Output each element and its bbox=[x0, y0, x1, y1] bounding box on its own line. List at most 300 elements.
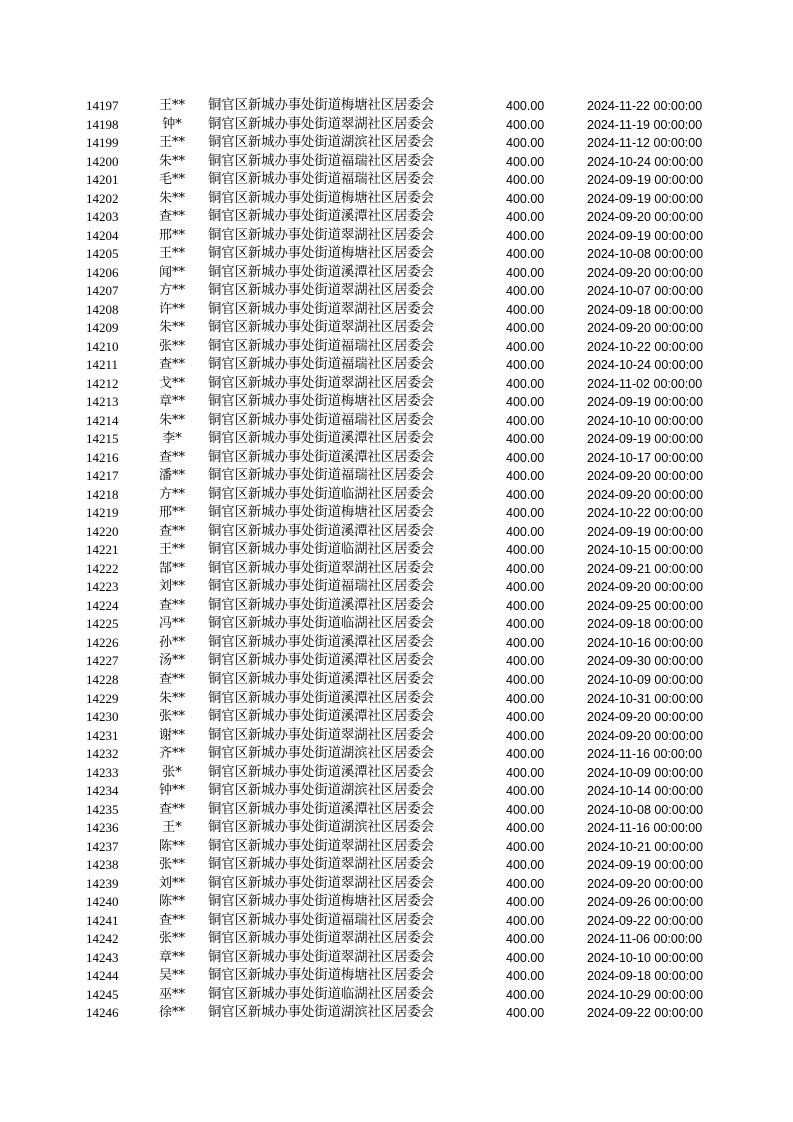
issue-date: 2024-11-16 00:00:00 bbox=[587, 821, 703, 836]
amount: 400.00 bbox=[506, 950, 545, 965]
amount: 400.00 bbox=[506, 432, 545, 447]
amount: 400.00 bbox=[506, 413, 545, 428]
person-name: 方** bbox=[158, 486, 185, 502]
issue-date: 2024-10-08 00:00:00 bbox=[587, 247, 704, 262]
amount: 400.00 bbox=[506, 247, 545, 262]
table-row bbox=[0, 782, 793, 801]
table-row bbox=[0, 356, 793, 375]
amount: 400.00 bbox=[506, 543, 545, 558]
person-name: 张** bbox=[158, 338, 185, 354]
community-committee: 铜官区新城办事处街道梅塘社区居委会 bbox=[208, 98, 434, 113]
table-row bbox=[0, 652, 793, 671]
table-row bbox=[0, 190, 793, 209]
table-row bbox=[0, 264, 793, 283]
person-name: 查** bbox=[158, 523, 185, 539]
table-row bbox=[0, 578, 793, 597]
issue-date: 2024-09-30 00:00:00 bbox=[587, 654, 704, 669]
person-name: 齐** bbox=[158, 746, 185, 762]
person-name: 闻** bbox=[158, 264, 185, 280]
community-committee: 铜官区新城办事处街道福瑞社区居委会 bbox=[208, 579, 434, 595]
row-id: 14233 bbox=[86, 764, 119, 780]
table-row bbox=[0, 690, 793, 709]
table-row bbox=[0, 986, 793, 1005]
amount: 400.00 bbox=[506, 154, 545, 169]
row-id: 14213 bbox=[86, 394, 119, 410]
issue-date: 2024-10-22 00:00:00 bbox=[587, 339, 704, 354]
issue-date: 2024-10-22 00:00:00 bbox=[587, 506, 704, 521]
amount: 400.00 bbox=[506, 858, 545, 873]
person-name: 朱** bbox=[158, 153, 185, 169]
amount: 400.00 bbox=[506, 580, 545, 595]
community-committee: 铜官区新城办事处街道临湖社区居委会 bbox=[208, 986, 434, 1002]
community-committee: 铜官区新城办事处街道溪潭社区居委会 bbox=[208, 671, 434, 687]
person-name: 朱** bbox=[158, 190, 185, 206]
issue-date: 2024-10-10 00:00:00 bbox=[587, 950, 704, 965]
issue-date: 2024-09-20 00:00:00 bbox=[587, 321, 704, 336]
amount: 400.00 bbox=[506, 765, 545, 780]
table-row bbox=[0, 486, 793, 505]
community-committee: 铜官区新城办事处街道翠湖社区居委会 bbox=[208, 838, 434, 854]
table-row bbox=[0, 430, 793, 449]
community-committee: 铜官区新城办事处街道溪潭社区居委会 bbox=[208, 264, 434, 280]
community-committee: 铜官区新城办事处街道翠湖社区居委会 bbox=[208, 727, 434, 743]
issue-date: 2024-09-19 00:00:00 bbox=[587, 858, 704, 873]
row-id: 14203 bbox=[86, 209, 119, 225]
community-committee: 铜官区新城办事处街道临湖社区居委会 bbox=[208, 616, 434, 632]
row-id: 14242 bbox=[86, 931, 119, 947]
table-row bbox=[0, 597, 793, 616]
issue-date: 2024-09-20 00:00:00 bbox=[587, 580, 704, 595]
person-name: 刘** bbox=[158, 875, 185, 891]
person-name: 邢** bbox=[158, 227, 185, 243]
table-row bbox=[0, 856, 793, 875]
issue-date: 2024-09-20 00:00:00 bbox=[587, 487, 704, 502]
issue-date: 2024-11-16 00:00:00 bbox=[587, 747, 703, 762]
row-id: 14220 bbox=[86, 523, 119, 539]
community-committee: 铜官区新城办事处街道翠湖社区居委会 bbox=[208, 227, 434, 243]
issue-date: 2024-11-06 00:00:00 bbox=[587, 932, 703, 947]
row-id: 14207 bbox=[86, 283, 119, 299]
person-name: 朱** bbox=[158, 320, 185, 336]
row-id: 14222 bbox=[86, 560, 119, 576]
amount: 400.00 bbox=[506, 265, 545, 280]
amount: 400.00 bbox=[506, 524, 545, 539]
table-row bbox=[0, 930, 793, 949]
table-row bbox=[0, 319, 793, 338]
amount: 400.00 bbox=[506, 598, 545, 613]
issue-date: 2024-09-20 00:00:00 bbox=[587, 710, 704, 725]
person-name: 钟** bbox=[158, 783, 185, 799]
table-row bbox=[0, 282, 793, 301]
amount: 400.00 bbox=[506, 395, 545, 410]
community-committee: 铜官区新城办事处街道湖滨社区居委会 bbox=[208, 135, 434, 151]
table-row bbox=[0, 912, 793, 931]
table-row bbox=[0, 615, 793, 634]
table-row bbox=[0, 227, 793, 246]
amount: 400.00 bbox=[506, 672, 545, 687]
person-name: 潘** bbox=[158, 468, 185, 484]
person-name: 张** bbox=[158, 857, 185, 873]
person-name: 朱** bbox=[158, 690, 185, 706]
amount: 400.00 bbox=[506, 469, 545, 484]
community-committee: 铜官区新城办事处街道翠湖社区居委会 bbox=[208, 949, 434, 965]
table-row bbox=[0, 560, 793, 579]
person-name: 查** bbox=[158, 357, 185, 373]
amount: 400.00 bbox=[506, 895, 545, 910]
row-id: 14236 bbox=[86, 820, 119, 836]
person-name: 王** bbox=[158, 135, 185, 151]
row-id: 14244 bbox=[86, 968, 119, 984]
person-name: 查** bbox=[158, 801, 185, 817]
issue-date: 2024-09-19 00:00:00 bbox=[587, 228, 704, 243]
row-id: 14216 bbox=[86, 449, 119, 465]
row-id: 14228 bbox=[86, 671, 119, 687]
issue-date: 2024-10-29 00:00:00 bbox=[587, 987, 704, 1002]
issue-date: 2024-09-25 00:00:00 bbox=[587, 598, 704, 613]
issue-date: 2024-09-19 00:00:00 bbox=[587, 524, 704, 539]
person-name: 王* bbox=[162, 820, 182, 836]
person-name: 王** bbox=[158, 246, 185, 262]
community-committee: 铜官区新城办事处街道溪潭社区居委会 bbox=[208, 597, 434, 613]
row-id: 14230 bbox=[86, 709, 119, 725]
amount: 400.00 bbox=[506, 913, 545, 928]
row-id: 14200 bbox=[86, 153, 119, 169]
community-committee: 铜官区新城办事处街道梅塘社区居委会 bbox=[208, 894, 434, 910]
row-id: 14235 bbox=[86, 801, 119, 817]
issue-date: 2024-10-21 00:00:00 bbox=[587, 839, 704, 854]
issue-date: 2024-10-15 00:00:00 bbox=[587, 543, 704, 558]
amount: 400.00 bbox=[506, 932, 545, 947]
person-name: 查** bbox=[158, 912, 185, 928]
table-row bbox=[0, 541, 793, 560]
issue-date: 2024-10-14 00:00:00 bbox=[587, 784, 704, 799]
row-id: 14237 bbox=[86, 838, 119, 854]
amount: 400.00 bbox=[506, 987, 545, 1002]
person-name: 冯** bbox=[158, 616, 185, 632]
table-row bbox=[0, 671, 793, 690]
community-committee: 铜官区新城办事处街道福瑞社区居委会 bbox=[208, 468, 434, 484]
row-id: 14224 bbox=[86, 597, 119, 613]
row-id: 14229 bbox=[86, 690, 119, 706]
person-name: 朱** bbox=[158, 412, 185, 428]
amount: 400.00 bbox=[506, 136, 545, 151]
row-id: 14239 bbox=[86, 875, 119, 891]
table-row bbox=[0, 393, 793, 412]
table-row bbox=[0, 245, 793, 264]
person-name: 许** bbox=[158, 301, 185, 317]
table-row bbox=[0, 727, 793, 746]
row-id: 14240 bbox=[86, 894, 119, 910]
community-committee: 铜官区新城办事处街道溪潭社区居委会 bbox=[208, 653, 434, 669]
row-id: 14202 bbox=[86, 190, 119, 206]
person-name: 张** bbox=[158, 709, 185, 725]
community-committee: 铜官区新城办事处街道梅塘社区居委会 bbox=[208, 394, 434, 410]
community-committee: 铜官区新城办事处街道福瑞社区居委会 bbox=[208, 912, 434, 928]
community-committee: 铜官区新城办事处街道溪潭社区居委会 bbox=[208, 209, 434, 225]
person-name: 邢** bbox=[158, 505, 185, 521]
person-name: 孙** bbox=[158, 634, 185, 650]
table-row bbox=[0, 838, 793, 857]
person-name: 钟* bbox=[162, 116, 182, 132]
table-row bbox=[0, 116, 793, 135]
community-committee: 铜官区新城办事处街道湖滨社区居委会 bbox=[208, 820, 434, 836]
issue-date: 2024-11-19 00:00:00 bbox=[587, 117, 703, 132]
amount: 400.00 bbox=[506, 839, 545, 854]
person-name: 方** bbox=[158, 283, 185, 299]
issue-date: 2024-09-20 00:00:00 bbox=[587, 728, 704, 743]
amount: 400.00 bbox=[506, 487, 545, 502]
amount: 400.00 bbox=[506, 802, 545, 817]
issue-date: 2024-10-17 00:00:00 bbox=[587, 450, 704, 465]
community-committee: 铜官区新城办事处街道翠湖社区居委会 bbox=[208, 875, 434, 891]
issue-date: 2024-09-18 00:00:00 bbox=[587, 969, 704, 984]
table-row bbox=[0, 801, 793, 820]
row-id: 14232 bbox=[86, 746, 119, 762]
community-committee: 铜官区新城办事处街道溪潭社区居委会 bbox=[208, 764, 434, 780]
row-id: 14206 bbox=[86, 264, 119, 280]
person-name: 吴** bbox=[158, 968, 185, 984]
community-committee: 铜官区新城办事处街道福瑞社区居委会 bbox=[208, 172, 434, 188]
person-name: 戈** bbox=[158, 375, 185, 391]
person-name: 张** bbox=[158, 931, 185, 947]
issue-date: 2024-10-24 00:00:00 bbox=[587, 358, 704, 373]
issue-date: 2024-09-19 00:00:00 bbox=[587, 395, 704, 410]
community-committee: 铜官区新城办事处街道溪潭社区居委会 bbox=[208, 449, 434, 465]
table-row bbox=[0, 523, 793, 542]
person-name: 章** bbox=[158, 949, 185, 965]
issue-date: 2024-11-22 00:00:00 bbox=[587, 99, 703, 113]
table-row bbox=[0, 949, 793, 968]
issue-date: 2024-09-21 00:00:00 bbox=[587, 561, 704, 576]
row-id: 14214 bbox=[86, 412, 119, 428]
table-row bbox=[0, 375, 793, 394]
row-id: 14246 bbox=[86, 1005, 119, 1021]
community-committee: 铜官区新城办事处街道翠湖社区居委会 bbox=[208, 931, 434, 947]
issue-date: 2024-09-18 00:00:00 bbox=[587, 302, 704, 317]
row-id: 14226 bbox=[86, 634, 119, 650]
row-id: 14208 bbox=[86, 301, 119, 317]
person-name: 查** bbox=[158, 449, 185, 465]
issue-date: 2024-09-20 00:00:00 bbox=[587, 876, 704, 891]
community-committee: 铜官区新城办事处街道溪潭社区居委会 bbox=[208, 709, 434, 725]
amount: 400.00 bbox=[506, 728, 545, 743]
table-row bbox=[0, 875, 793, 894]
issue-date: 2024-09-22 00:00:00 bbox=[587, 913, 704, 928]
amount: 400.00 bbox=[506, 710, 545, 725]
row-id: 14219 bbox=[86, 505, 119, 521]
issue-date: 2024-10-07 00:00:00 bbox=[587, 284, 704, 299]
amount: 400.00 bbox=[506, 284, 545, 299]
amount: 400.00 bbox=[506, 821, 545, 836]
row-id: 14212 bbox=[86, 375, 119, 391]
table-row bbox=[0, 764, 793, 783]
amount: 400.00 bbox=[506, 210, 545, 225]
community-committee: 铜官区新城办事处街道湖滨社区居委会 bbox=[208, 783, 434, 799]
community-committee: 铜官区新城办事处街道湖滨社区居委会 bbox=[208, 746, 434, 762]
table-row bbox=[0, 449, 793, 468]
row-id: 14199 bbox=[86, 135, 119, 151]
table-row bbox=[0, 819, 793, 838]
row-id: 14218 bbox=[86, 486, 119, 502]
person-name: 张* bbox=[162, 764, 182, 780]
person-name: 陈** bbox=[158, 894, 185, 910]
amount: 400.00 bbox=[506, 876, 545, 891]
community-committee: 铜官区新城办事处街道临湖社区居委会 bbox=[208, 542, 434, 558]
amount: 400.00 bbox=[506, 506, 545, 521]
amount: 400.00 bbox=[506, 617, 545, 632]
community-committee: 铜官区新城办事处街道梅塘社区居委会 bbox=[208, 505, 434, 521]
issue-date: 2024-09-20 00:00:00 bbox=[587, 469, 704, 484]
community-committee: 铜官区新城办事处街道溪潭社区居委会 bbox=[208, 431, 434, 447]
amount: 400.00 bbox=[506, 228, 545, 243]
community-committee: 铜官区新城办事处街道福瑞社区居委会 bbox=[208, 412, 434, 428]
amount: 400.00 bbox=[506, 561, 545, 576]
issue-date: 2024-09-22 00:00:00 bbox=[587, 1006, 704, 1021]
amount: 400.00 bbox=[506, 691, 545, 706]
row-id: 14201 bbox=[86, 172, 119, 188]
row-id: 14210 bbox=[86, 338, 119, 354]
issue-date: 2024-10-24 00:00:00 bbox=[587, 154, 704, 169]
amount: 400.00 bbox=[506, 191, 545, 206]
amount: 400.00 bbox=[506, 784, 545, 799]
row-id: 14234 bbox=[86, 783, 119, 799]
amount: 400.00 bbox=[506, 450, 545, 465]
table-row bbox=[0, 208, 793, 227]
community-committee: 铜官区新城办事处街道翠湖社区居委会 bbox=[208, 857, 434, 873]
row-id: 14241 bbox=[86, 912, 119, 928]
person-name: 刘** bbox=[158, 579, 185, 595]
table-row bbox=[0, 708, 793, 727]
amount: 400.00 bbox=[506, 376, 545, 391]
community-committee: 铜官区新城办事处街道翠湖社区居委会 bbox=[208, 116, 434, 132]
issue-date: 2024-10-10 00:00:00 bbox=[587, 413, 704, 428]
issue-date: 2024-11-02 00:00:00 bbox=[587, 376, 703, 391]
amount: 400.00 bbox=[506, 747, 545, 762]
table-row bbox=[0, 412, 793, 431]
amount: 400.00 bbox=[506, 117, 545, 132]
issue-date: 2024-10-08 00:00:00 bbox=[587, 802, 704, 817]
table-row bbox=[0, 97, 793, 116]
table-row bbox=[0, 338, 793, 357]
person-name: 王** bbox=[158, 98, 185, 113]
amount: 400.00 bbox=[506, 339, 545, 354]
person-name: 毛** bbox=[158, 172, 185, 188]
amount: 400.00 bbox=[506, 635, 545, 650]
row-id: 14223 bbox=[86, 579, 119, 595]
issue-date: 2024-09-18 00:00:00 bbox=[587, 617, 704, 632]
table-row bbox=[0, 893, 793, 912]
issue-date: 2024-09-20 00:00:00 bbox=[587, 210, 704, 225]
amount: 400.00 bbox=[506, 1006, 545, 1021]
amount: 400.00 bbox=[506, 654, 545, 669]
table-row bbox=[0, 967, 793, 986]
row-id: 14197 bbox=[86, 98, 119, 113]
issue-date: 2024-09-19 00:00:00 bbox=[587, 191, 704, 206]
row-id: 14209 bbox=[86, 320, 119, 336]
amount: 400.00 bbox=[506, 321, 545, 336]
community-committee: 铜官区新城办事处街道溪潭社区居委会 bbox=[208, 690, 434, 706]
community-committee: 铜官区新城办事处街道福瑞社区居委会 bbox=[208, 338, 434, 354]
row-id: 14225 bbox=[86, 616, 119, 632]
table-row bbox=[0, 504, 793, 523]
issue-date: 2024-11-12 00:00:00 bbox=[587, 136, 703, 151]
community-committee: 铜官区新城办事处街道翠湖社区居委会 bbox=[208, 560, 434, 576]
amount: 400.00 bbox=[506, 173, 545, 188]
community-committee: 铜官区新城办事处街道溪潭社区居委会 bbox=[208, 634, 434, 650]
person-name: 陈** bbox=[158, 838, 185, 854]
issue-date: 2024-09-19 00:00:00 bbox=[587, 432, 704, 447]
row-id: 14215 bbox=[86, 431, 119, 447]
row-id: 14227 bbox=[86, 653, 119, 669]
community-committee: 铜官区新城办事处街道翠湖社区居委会 bbox=[208, 283, 434, 299]
person-name: 章** bbox=[158, 394, 185, 410]
person-name: 王** bbox=[158, 542, 185, 558]
table-row bbox=[0, 171, 793, 190]
row-id: 14243 bbox=[86, 949, 119, 965]
community-committee: 铜官区新城办事处街道翠湖社区居委会 bbox=[208, 301, 434, 317]
row-id: 14221 bbox=[86, 542, 119, 558]
person-name: 李* bbox=[162, 431, 182, 447]
row-id: 14204 bbox=[86, 227, 119, 243]
community-committee: 铜官区新城办事处街道溪潭社区居委会 bbox=[208, 523, 434, 539]
person-name: 巫** bbox=[158, 986, 185, 1002]
community-committee: 铜官区新城办事处街道翠湖社区居委会 bbox=[208, 375, 434, 391]
amount: 400.00 bbox=[506, 358, 545, 373]
person-name: 汤** bbox=[158, 653, 185, 669]
table-row bbox=[0, 301, 793, 320]
community-committee: 铜官区新城办事处街道溪潭社区居委会 bbox=[208, 801, 434, 817]
subsidy-table bbox=[0, 97, 793, 1023]
community-committee: 铜官区新城办事处街道临湖社区居委会 bbox=[208, 486, 434, 502]
table-row bbox=[0, 745, 793, 764]
person-name: 徐** bbox=[158, 1005, 185, 1021]
community-committee: 铜官区新城办事处街道湖滨社区居委会 bbox=[208, 1005, 434, 1021]
issue-date: 2024-09-19 00:00:00 bbox=[587, 173, 704, 188]
issue-date: 2024-10-09 00:00:00 bbox=[587, 672, 704, 687]
community-committee: 铜官区新城办事处街道翠湖社区居委会 bbox=[208, 320, 434, 336]
issue-date: 2024-09-26 00:00:00 bbox=[587, 895, 704, 910]
community-committee: 铜官区新城办事处街道梅塘社区居委会 bbox=[208, 246, 434, 262]
table-row bbox=[0, 153, 793, 172]
row-id: 14231 bbox=[86, 727, 119, 743]
row-id: 14198 bbox=[86, 116, 119, 132]
table-row bbox=[0, 634, 793, 653]
community-committee: 铜官区新城办事处街道福瑞社区居委会 bbox=[208, 357, 434, 373]
amount: 400.00 bbox=[506, 969, 545, 984]
community-committee: 铜官区新城办事处街道梅塘社区居委会 bbox=[208, 968, 434, 984]
person-name: 查** bbox=[158, 597, 185, 613]
person-name: 查** bbox=[158, 671, 185, 687]
table-row bbox=[0, 467, 793, 486]
person-name: 查** bbox=[158, 209, 185, 225]
row-id: 14205 bbox=[86, 246, 119, 262]
amount: 400.00 bbox=[506, 99, 545, 113]
issue-date: 2024-10-09 00:00:00 bbox=[587, 765, 704, 780]
row-id: 14238 bbox=[86, 857, 119, 873]
issue-date: 2024-10-16 00:00:00 bbox=[587, 635, 704, 650]
issue-date: 2024-10-31 00:00:00 bbox=[587, 691, 704, 706]
community-committee: 铜官区新城办事处街道福瑞社区居委会 bbox=[208, 153, 434, 169]
community-committee: 铜官区新城办事处街道梅塘社区居委会 bbox=[208, 190, 434, 206]
person-name: 谢** bbox=[158, 727, 185, 743]
issue-date: 2024-09-20 00:00:00 bbox=[587, 265, 704, 280]
amount: 400.00 bbox=[506, 302, 545, 317]
person-name: 郜** bbox=[158, 560, 185, 576]
row-id: 14217 bbox=[86, 468, 119, 484]
table-row bbox=[0, 1004, 793, 1023]
row-id: 14245 bbox=[86, 986, 119, 1002]
table-row bbox=[0, 134, 793, 153]
